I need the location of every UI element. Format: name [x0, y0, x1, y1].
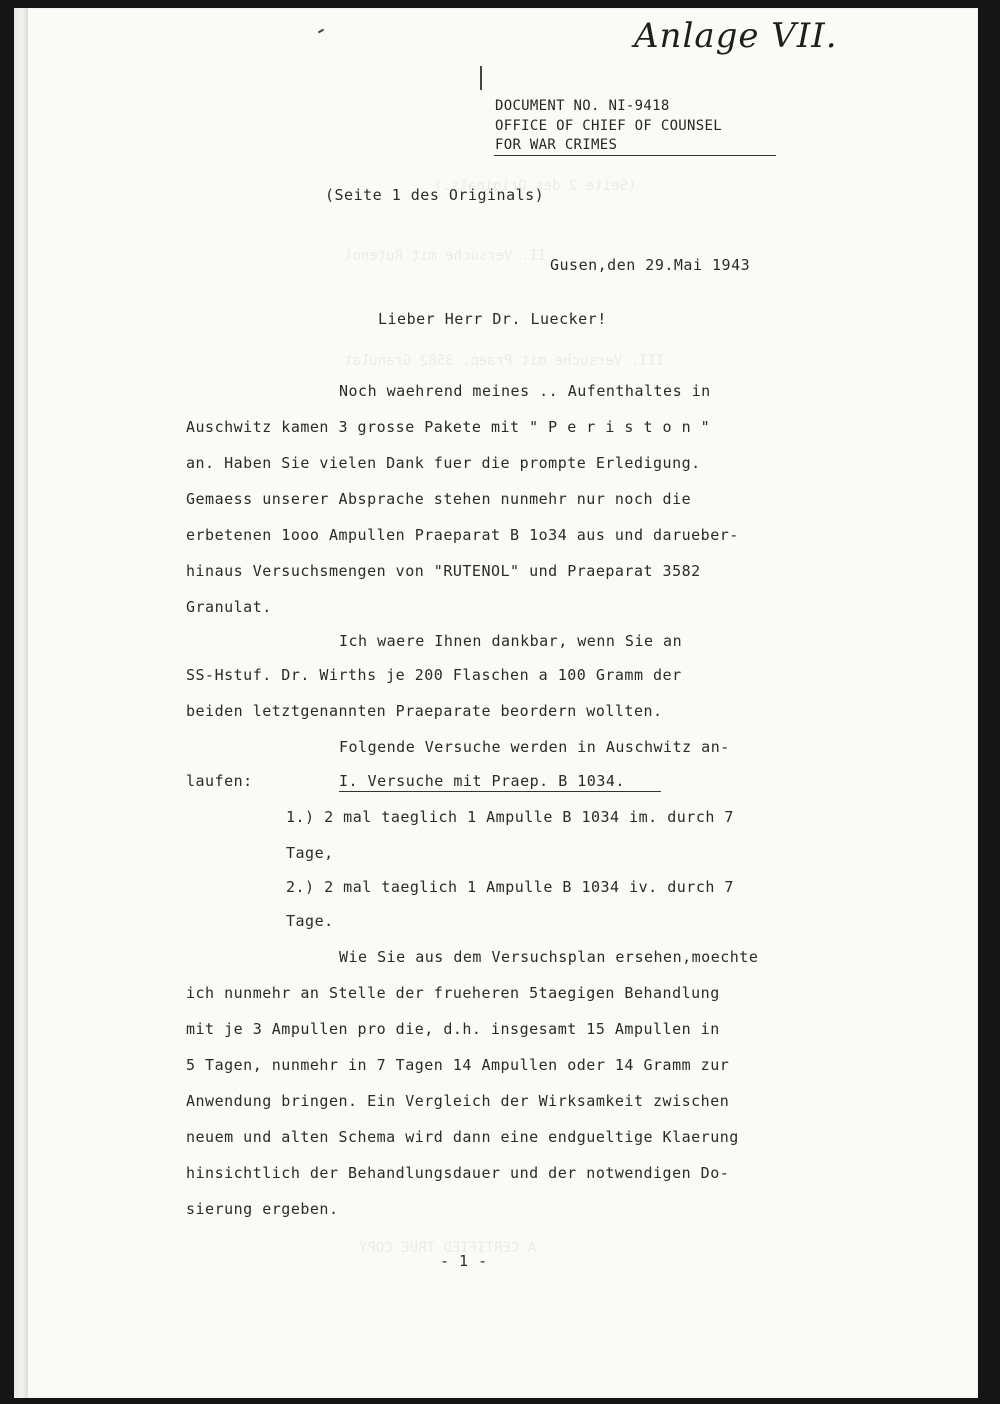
section-underline: [339, 791, 661, 792]
bleed-through-text: II. Versuche mit Rutenol: [344, 248, 547, 264]
body-line: erbetenen 1ooo Ampullen Praeparat B 1o34 aus und darueber-: [186, 526, 739, 544]
document-page: [14, 8, 978, 1398]
salutation: Lieber Herr Dr. Luecker!: [378, 310, 607, 328]
list-item: 1.) 2 mal taeglich 1 Ampulle B 1034 im. durch 7: [286, 808, 734, 826]
document-number: DOCUMENT NO. NI-9418: [495, 98, 670, 114]
body-line: SS-Hstuf. Dr. Wirths je 200 Flaschen a 100 Gramm der: [186, 666, 682, 684]
office-line: FOR WAR CRIMES: [495, 137, 618, 153]
body-line: Noch waehrend meines .. Aufenthaltes in: [339, 382, 711, 400]
body-line: Gemaess unserer Absprache stehen nunmehr nur noch die: [186, 490, 692, 508]
list-item-continuation: Tage.: [286, 912, 334, 930]
pen-mark: [318, 29, 324, 34]
body-line: Anwendung bringen. Ein Vergleich der Wirksamkeit zwischen: [186, 1092, 730, 1110]
list-item: 2.) 2 mal taeglich 1 Ampulle B 1034 iv. durch 7: [286, 878, 734, 896]
body-line: 5 Tagen, nunmehr in 7 Tagen 14 Ampullen oder 14 Gramm zur: [186, 1056, 730, 1074]
body-line: laufen:: [186, 772, 253, 790]
body-line: Auschwitz kamen 3 grosse Pakete mit " P e r i s t o n ": [186, 418, 711, 436]
header-underline: [494, 155, 776, 156]
body-line: an. Haben Sie vielen Dank fuer die prompte Erledigung.: [186, 454, 701, 472]
bleed-through-text: A CERTIFIED TRUE COPY: [359, 1240, 537, 1256]
office-line: OFFICE OF CHIEF OF COUNSEL: [495, 118, 722, 134]
section-heading: I. Versuche mit Praep. B 1034.: [339, 772, 625, 790]
place-date: Gusen,den 29.Mai 1943: [550, 256, 751, 274]
body-line: hinaus Versuchsmengen von "RUTENOL" und Praeparat 3582: [186, 562, 701, 580]
body-line: Folgende Versuche werden in Auschwitz an-: [339, 738, 730, 756]
body-line: Wie Sie aus dem Versuchsplan ersehen,moechte: [339, 948, 759, 966]
handwritten-annotation: Anlage VII.: [634, 16, 838, 56]
body-line: Granulat.: [186, 598, 272, 616]
body-line: mit je 3 Ampullen pro die, d.h. insgesamt 15 Ampullen in: [186, 1020, 720, 1038]
pen-mark: [480, 66, 482, 90]
binding-edge: [14, 8, 28, 1398]
body-line: ich nunmehr an Stelle der frueheren 5taegigen Behandlung: [186, 984, 720, 1002]
body-line: Ich waere Ihnen dankbar, wenn Sie an: [339, 632, 683, 650]
body-line: neuem und alten Schema wird dann eine endgueltige Klaerung: [186, 1128, 739, 1146]
body-line: hinsichtlich der Behandlungsdauer und der notwendigen Do-: [186, 1164, 730, 1182]
list-item-continuation: Tage,: [286, 844, 334, 862]
body-line: beiden letztgenannten Praeparate beordern wollten.: [186, 702, 663, 720]
page-number: - 1 -: [440, 1252, 488, 1270]
bleed-through-text: III. Versuche mit Praep. 3582 Granulat: [344, 353, 665, 369]
body-line: sierung ergeben.: [186, 1200, 339, 1218]
page-reference: (Seite 1 des Originals): [325, 186, 545, 204]
bleed-through-text: (Seite 2 des Originals.): [434, 178, 637, 194]
